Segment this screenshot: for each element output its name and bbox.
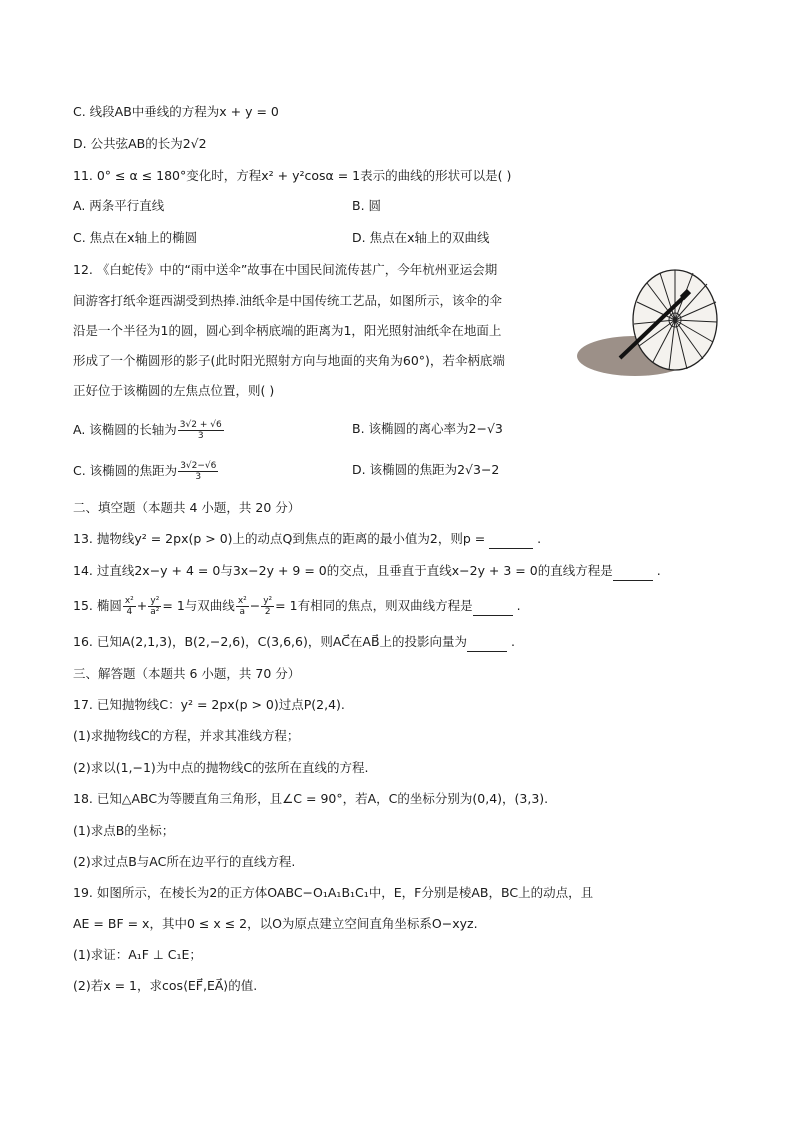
q11-stem: 11. 0° ≤ α ≤ 180°变化时，方程x² + y²cosα = 1表示的曲线的形状可以是( ) (73, 168, 512, 183)
q12-stem-line2: 间游客打纸伞逛西湖受到热捧.油纸伞是中国传统工艺品，如图所示，该伞的伞 (73, 293, 502, 308)
q16-answer-blank[interactable] (467, 633, 507, 652)
q11-option-d: D. 焦点在x轴上的双曲线 (352, 230, 490, 245)
q19-stem-line2: AE = BF = x，其中0 ≤ x ≤ 2，以O为原点建立空间直角坐标系O−xyz. (73, 916, 478, 931)
q12-stem-line5: 正好位于该椭圆的左焦点位置，则( ) (73, 383, 275, 398)
q12c-denominator: 3 (195, 472, 202, 482)
q13-stem: 13. 抛物线y² = 2px(p > 0)上的动点Q到焦点的距离的最小值为2，则p = . (73, 530, 541, 549)
q12-stem-line3: 沿是一个半径为1的圆，圆心到伞柄底端的距离为1，阳光照射油纸伞在地面上 (73, 323, 502, 338)
umbrella-figure (565, 258, 725, 383)
q19-stem-line1: 19. 如图所示，在棱长为2的正方体OABC−O₁A₁B₁C₁中，E，F分别是棱AB，BC上的动点，且 (73, 885, 594, 900)
q17-part2: (2)求以(1,−1)为中点的抛物线C的弦所在直线的方程. (73, 760, 369, 775)
q12-stem-line1: 12. 《白蛇传》中的“雨中送伞”故事在中国民间流传甚广，今年杭州亚运会期 (73, 262, 498, 277)
q15-stem: 15. 椭圆 $\frac{\text{x²}}{4}$ + $\frac{\text{y²}}{\text{a²}}$ = 1与双曲线 $\frac{\text{x²}}{a}$ − $\frac{\text{y²}}{2}$ = 1有相同的焦点，则双曲线方程是 . (73, 596, 521, 617)
q14-answer-blank[interactable] (613, 562, 653, 581)
q18-stem: 18. 已知△ABC为等腰直角三角形，且∠C = 90°，若A，C的坐标分别为(0,4)，(3,3). (73, 791, 549, 806)
q15-answer-blank[interactable] (473, 597, 513, 616)
q14-stem: 14. 过直线2x−y + 4 = 0与3x−2y + 9 = 0的交点，且垂直于直线x−2y + 3 = 0的直线方程是 . (73, 562, 661, 581)
q12-option-d: D. 该椭圆的焦距为2√3−2 (352, 462, 500, 477)
section-answer-title: 三、解答题（本题共 6 小题，共 70 分） (73, 666, 301, 681)
q19-part1: (1)求证：A₁F ⊥ C₁E； (73, 947, 202, 962)
section-fill-in-title: 二、填空题（本题共 4 小题，共 20 分） (73, 500, 301, 515)
q10-option-c: C. 线段AB中垂线的方程为x + y = 0 (73, 104, 279, 119)
q11-option-a: A. 两条平行直线 (73, 198, 165, 213)
q12-stem-line4: 形成了一个椭圆形的影子(此时阳光照射方向与地面的夹角为60°)，若伞柄底端 (73, 353, 505, 368)
q17-part1: (1)求抛物线C的方程，并求其准线方程； (73, 728, 300, 743)
q18-part2: (2)求过点B与AC所在边平行的直线方程. (73, 854, 296, 869)
q11-option-c: C. 焦点在x轴上的椭圆 (73, 230, 198, 245)
q12a-denominator: 3 (197, 431, 204, 441)
q11-option-b: B. 圆 (352, 198, 382, 213)
q16-stem: 16. 已知A(2,1,3)，B(2,−2,6)，C(3,6,6)，则AC⃗在AB⃗上的投影向量为 . (73, 633, 515, 652)
q12a-numerator: 3√2 + √6 (179, 420, 222, 430)
q12-option-c: C. 该椭圆的焦距为 $\frac{3√2-√6}{3}$ (73, 461, 217, 482)
q18-part1: (1)求点B的坐标； (73, 823, 175, 838)
q19-part2: (2)若x = 1，求cos⟨EF⃗,EA⃗⟩的值. (73, 978, 258, 993)
q17-stem: 17. 已知抛物线C：y² = 2px(p > 0)过点P(2,4). (73, 697, 345, 712)
q12-option-b: B. 该椭圆的离心率为2−√3 (352, 421, 503, 436)
q12-option-a: A. 该椭圆的长轴为 $\frac{3√2 + √6}{3}$ (73, 420, 222, 441)
q12c-numerator: 3√2−√6 (180, 461, 217, 471)
q13-answer-blank[interactable] (489, 530, 533, 549)
q10-option-d: D. 公共弦AB的长为2√2 (73, 136, 207, 151)
